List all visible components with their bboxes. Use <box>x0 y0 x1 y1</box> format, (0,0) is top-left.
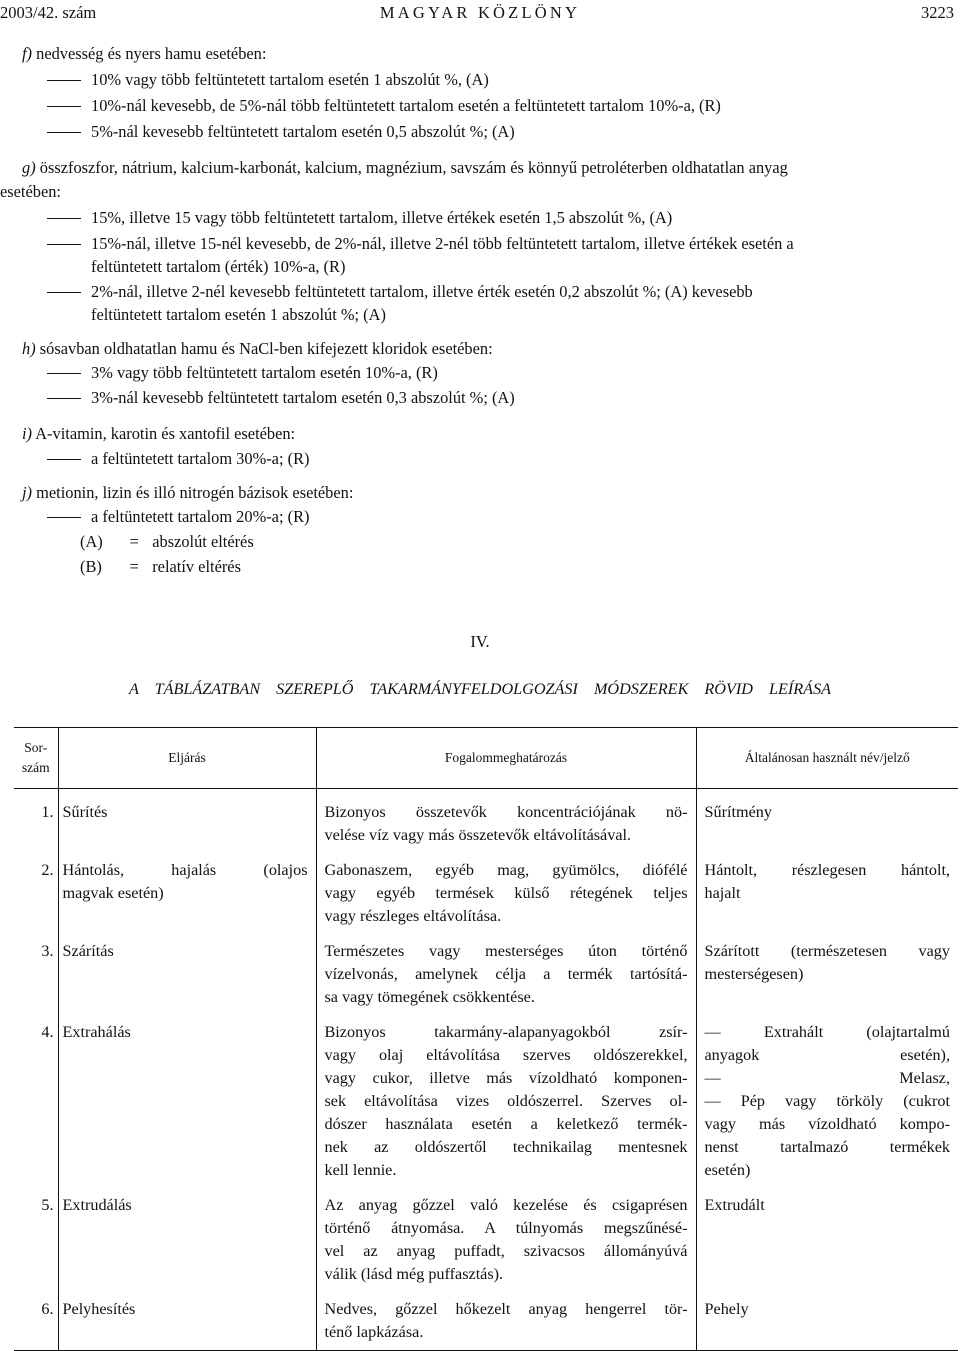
definition <box>316 859 696 928</box>
item-intro: metionin, lizin és illó nitrogén bázisok esetében: <box>36 483 354 502</box>
rule-line: 2%-nál, illetve 2-nél kevesebb feltüntetett tartalom, illetve érték esetén 0,2 abszolút %; (A) kevesebb <box>47 280 753 304</box>
row-spacer <box>14 1182 958 1194</box>
procedure-name <box>58 1021 316 1182</box>
common-name <box>696 940 958 1009</box>
cell-line: Sűrítmény <box>704 803 772 821</box>
rule-line: a feltüntetett tartalom 30%-a; (R) <box>47 447 309 471</box>
cell-line: vel az anyag puffadt, szivacsos állományúvá <box>324 1242 688 1260</box>
item-intro: nedvesség és nyers hamu esetében: <box>36 44 267 63</box>
cell-line: Extrudált <box>704 1196 765 1214</box>
rule-line: a feltüntetett tartalom 20%-a; (R) <box>47 505 309 529</box>
cell-line: Természetes vagy mesterséges úton történő <box>324 942 688 960</box>
item-label: j) <box>22 483 33 502</box>
cell-line: Gabonaszem, egyéb mag, gyümölcs, diófélé <box>324 861 688 879</box>
cell-line: dószer használata esetén a keletkező termék- <box>324 1115 688 1133</box>
rule-line: 15%-nál, illetve 15-nél kevesebb, de 2%-nál, illetve 2-nél több feltüntetett tartalom, illetve értékek esetén a <box>47 232 794 256</box>
row-spacer <box>14 789 958 802</box>
procedure-name <box>58 940 316 1009</box>
item-intro: A-vitamin, karotin és xantofil esetében: <box>35 424 296 443</box>
item-label: h) <box>22 339 36 358</box>
cell-line: Szárítás <box>62 942 114 960</box>
cell-line: Pelyhesítés <box>62 1300 136 1318</box>
rule-line: 10% vagy több feltüntetett tartalom esetén 1 abszolút %, (A) <box>47 68 489 92</box>
row-number: 2. <box>14 859 58 928</box>
section-number: IV. <box>470 632 490 651</box>
cell-line: kell lennie. <box>324 1161 397 1179</box>
row-spacer <box>14 928 958 940</box>
rule-line-cont: feltüntetett tartalom (érték) 10%-a, (R) <box>91 257 346 276</box>
definition <box>316 801 696 847</box>
row-spacer <box>14 847 958 859</box>
page-header <box>0 3 960 27</box>
cell-line: Extrudálás <box>62 1196 132 1214</box>
cell-line: — Pép vagy törköly (cukrot <box>704 1092 950 1110</box>
col-header-common-name: Általánosan használt név/jelző <box>696 728 958 789</box>
table-row <box>14 859 958 928</box>
rule-line-cont: feltüntetett tartalom esetén 1 abszolút %; (A) <box>91 305 386 324</box>
row-number: 6. <box>14 1298 58 1344</box>
table-row <box>14 1298 958 1344</box>
cell-line: sa vagy tömegének csökkentése. <box>324 988 535 1006</box>
definition <box>316 1194 696 1286</box>
common-name <box>696 1298 958 1344</box>
rule-line: 10%-nál kevesebb, de 5%-nál több feltüntetett tartalom esetén a feltüntetett tartalom 10%-a, (R) <box>47 94 721 118</box>
cell-line: esetén) <box>704 1161 751 1179</box>
cell-line: ténő lapkázása. <box>324 1323 424 1341</box>
rule-line: 15%, illetve 15 vagy több feltüntetett tartalom, illetve értékek esetén 1,5 abszolút %, (A) <box>47 206 672 230</box>
table-row <box>14 801 958 847</box>
procedure-name <box>58 859 316 928</box>
col-header-procedure: Eljárás <box>58 728 316 789</box>
row-number: 5. <box>14 1194 58 1286</box>
procedure-name <box>58 1194 316 1286</box>
definition <box>316 940 696 1009</box>
cell-line: Az anyag gőzzel való kezelése és csigaprésen <box>324 1196 688 1214</box>
cell-line: magvak esetén) <box>62 884 164 902</box>
cell-line: Hántolás, hajalás (olajos <box>62 861 308 879</box>
cell-line: Nedves, gőzzel hőkezelt anyag hengerrel tör- <box>324 1300 688 1318</box>
row-number: 3. <box>14 940 58 1009</box>
common-name <box>696 801 958 847</box>
cell-line: Hántolt, részlegesen hántolt, <box>704 861 950 879</box>
publication-title: MAGYAR KÖZLÖNY <box>379 3 581 22</box>
row-spacer <box>14 1286 958 1298</box>
cell-line: Extrahálás <box>62 1023 131 1041</box>
cell-line: Bizonyos összetevők koncentrációjának nö- <box>324 803 688 821</box>
item-label: i) <box>22 424 33 443</box>
table-body <box>14 789 958 1351</box>
legend-entry: (A) = abszolút eltérés <box>80 532 254 551</box>
cell-line: mesterségesen) <box>704 965 804 983</box>
rule-line: 3%-nál kevesebb feltüntetett tartalom esetén 0,3 abszolút %; (A) <box>47 386 515 410</box>
item-label: f) <box>22 44 33 63</box>
cell-line: anyagok esetén), <box>704 1046 950 1064</box>
table-header-row <box>14 728 958 789</box>
cell-line: vagy más vízoldható kompo- <box>704 1115 950 1133</box>
cell-line: Sűrítés <box>62 803 108 821</box>
cell-line: nek az oldószertől technikailag mentesnek <box>324 1138 688 1156</box>
cell-line: — Melasz, <box>704 1069 950 1087</box>
issue-number: 2003/42. szám <box>0 3 97 22</box>
row-spacer <box>14 1344 958 1351</box>
cell-line: vagy cukor, illetve más vízoldható komponen- <box>324 1069 688 1087</box>
col-header-number: Sor- szám <box>14 728 58 789</box>
row-number: 4. <box>14 1021 58 1182</box>
definition <box>316 1021 696 1182</box>
table-row <box>14 940 958 1009</box>
processing-methods-table <box>14 727 958 1351</box>
page-number: 3223 <box>921 3 954 22</box>
col-header-definition: Fogalommeghatározás <box>316 728 696 789</box>
procedure-name <box>58 1298 316 1344</box>
cell-line: válik (lásd még puffasztás). <box>324 1265 504 1283</box>
row-number: 1. <box>14 801 58 847</box>
procedure-name <box>58 801 316 847</box>
cell-line: — Extrahált (olajtartalmú <box>704 1023 950 1041</box>
cell-line: vagy egyéb termések külső rétegének teljes <box>324 884 688 902</box>
section-title: A TÁBLÁZATBAN SZEREPLŐ TAKARMÁNYFELDOLGOZÁSI MÓDSZEREK RÖVID LEÍRÁSA <box>128 680 832 698</box>
item-intro-cont: esetében: <box>0 182 61 201</box>
common-name <box>696 1021 958 1182</box>
cell-line: velése víz vagy más összetevők eltávolításával. <box>324 826 632 844</box>
cell-line: Pehely <box>704 1300 749 1318</box>
common-name <box>696 859 958 928</box>
cell-line: nenst tartalmazó termékek <box>704 1138 950 1156</box>
cell-line: vagy olaj eltávolítása szerves oldószerekkel, <box>324 1046 688 1064</box>
rule-line: 5%-nál kevesebb feltüntetett tartalom esetén 0,5 abszolút %; (A) <box>47 120 515 144</box>
row-spacer <box>14 1009 958 1021</box>
item-label: g) <box>22 158 36 177</box>
cell-line: vízelvonás, amelynek célja a termék tartósítá- <box>324 965 688 983</box>
legend-entry: (B) = relatív eltérés <box>80 557 241 576</box>
cell-line: Bizonyos takarmány-alapanyagokból zsír- <box>324 1023 688 1041</box>
cell-line: történő átnyomása. A túlnyomás megszűnésé- <box>324 1219 688 1237</box>
item-intro: összfoszfor, nátrium, kalcium-karbonát, kalcium, magnézium, savszám és könnyű petroléterben oldhatatlan anyag <box>39 158 788 177</box>
rule-line: 3% vagy több feltüntetett tartalom esetén 10%-a, (R) <box>47 361 438 385</box>
table-row <box>14 1021 958 1182</box>
cell-line: sek eltávolítása vizes oldószerrel. Szerves ol- <box>324 1092 688 1110</box>
common-name <box>696 1194 958 1286</box>
cell-line: Szárított (természetesen vagy <box>704 942 950 960</box>
cell-line: hajalt <box>704 884 741 902</box>
table-row <box>14 1194 958 1286</box>
definition <box>316 1298 696 1344</box>
cell-line: vagy részleges eltávolítása. <box>324 907 502 925</box>
item-intro: sósavban oldhatatlan hamu és NaCl-ben kifejezett kloridok esetében: <box>39 339 493 358</box>
